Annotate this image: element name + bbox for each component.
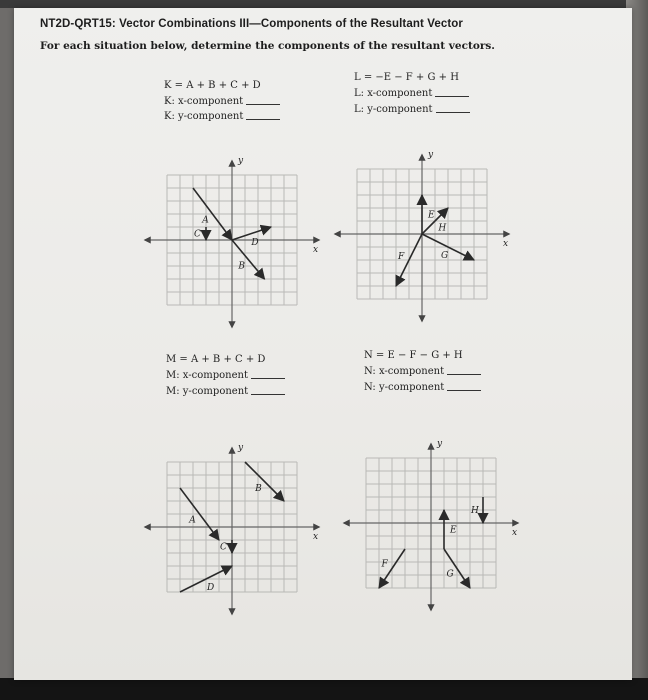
- axes: [145, 156, 319, 327]
- problem-n-y-label: N: y-component: [364, 382, 445, 393]
- problem-k-x-label: K: x-component: [164, 96, 244, 107]
- vector-b-arrow: [232, 240, 265, 279]
- y-axis-label: y: [238, 443, 244, 453]
- problem-n-y-answer-blank[interactable]: [447, 390, 481, 391]
- x-axis-label: x: [512, 528, 518, 538]
- problem-n-equation: N = E − F − G + H: [364, 350, 463, 361]
- problem-k-x-answer-blank[interactable]: [246, 104, 280, 105]
- problem-k-graph: [142, 126, 322, 346]
- vector-a-label: A: [202, 215, 209, 226]
- axes: [344, 439, 518, 610]
- problem-m-x-label: M: x-component: [166, 370, 248, 381]
- vector-d-label: D: [251, 238, 259, 249]
- problem-l-y-answer-blank[interactable]: [436, 112, 470, 113]
- worksheet-instructions: For each situation below, determine the components of the resultant vectors.: [40, 40, 495, 52]
- photo-frame-top: [0, 0, 648, 8]
- problem-k-y-component: [164, 111, 280, 122]
- problem-l-x-component: [354, 88, 469, 99]
- x-axis-label: x: [313, 532, 319, 542]
- vector-b-label: B: [255, 483, 262, 494]
- problem-m-graph: [142, 402, 322, 644]
- y-axis-label: y: [238, 156, 244, 166]
- problem-m-y-component: [166, 386, 285, 397]
- y-axis-label: y: [428, 150, 434, 160]
- worksheet-title: NT2D-QRT15: Vector Combinations III—Components of the Resultant Vector: [40, 18, 463, 30]
- problem-n-x-answer-blank[interactable]: [447, 374, 481, 375]
- x-axis-label: x: [313, 245, 319, 255]
- problem-m-x-answer-blank[interactable]: [251, 378, 285, 379]
- vector-c-label: C: [194, 229, 201, 240]
- vector-b-label: B: [238, 261, 245, 272]
- vector-g-label: G: [446, 569, 454, 580]
- problem-k-x-component: [164, 96, 280, 107]
- vector-h-label: H: [471, 506, 479, 516]
- problem-l-y-label: L: y-component: [354, 104, 433, 115]
- problem-n-graph: [336, 398, 526, 640]
- problem-k-y-answer-blank[interactable]: [246, 119, 280, 120]
- problem-l-y-component: [354, 104, 470, 115]
- problem-m-equation: M = A + B + C + D: [166, 354, 266, 365]
- vector-f-label: F: [381, 559, 388, 570]
- problem-n-x-component: [364, 366, 481, 377]
- problem-k-y-label: K: y-component: [164, 111, 244, 122]
- problem-l-graph: [332, 120, 512, 340]
- problem-l-x-answer-blank[interactable]: [435, 96, 469, 97]
- vector-f-label: F: [397, 251, 405, 262]
- problem-l-equation: L = −E − F + G + H: [354, 72, 459, 83]
- problem-m-y-label: M: y-component: [166, 386, 249, 397]
- vector-h-label: H: [438, 223, 447, 234]
- problem-m-x-component: [166, 370, 285, 381]
- problem-n-y-component: [364, 382, 481, 393]
- vector-c-label: C: [220, 542, 227, 553]
- vector-a-label: A: [189, 515, 196, 526]
- problem-l-x-label: L: x-component: [354, 88, 433, 99]
- vector-d-label: D: [207, 583, 215, 594]
- problem-m-y-answer-blank[interactable]: [251, 394, 285, 395]
- worksheet-page: [14, 8, 632, 680]
- vector-e-label: E: [428, 210, 435, 221]
- vector-e-label: E: [450, 525, 457, 536]
- vector-b-arrow: [245, 462, 284, 501]
- x-axis-label: x: [503, 239, 509, 249]
- axes: [145, 443, 319, 614]
- photo-frame-bottom: [0, 678, 648, 700]
- problem-k-equation: K = A + B + C + D: [164, 80, 261, 91]
- y-axis-label: y: [437, 439, 443, 449]
- problem-n-x-label: N: x-component: [364, 366, 445, 377]
- vector-g-label: G: [440, 251, 449, 262]
